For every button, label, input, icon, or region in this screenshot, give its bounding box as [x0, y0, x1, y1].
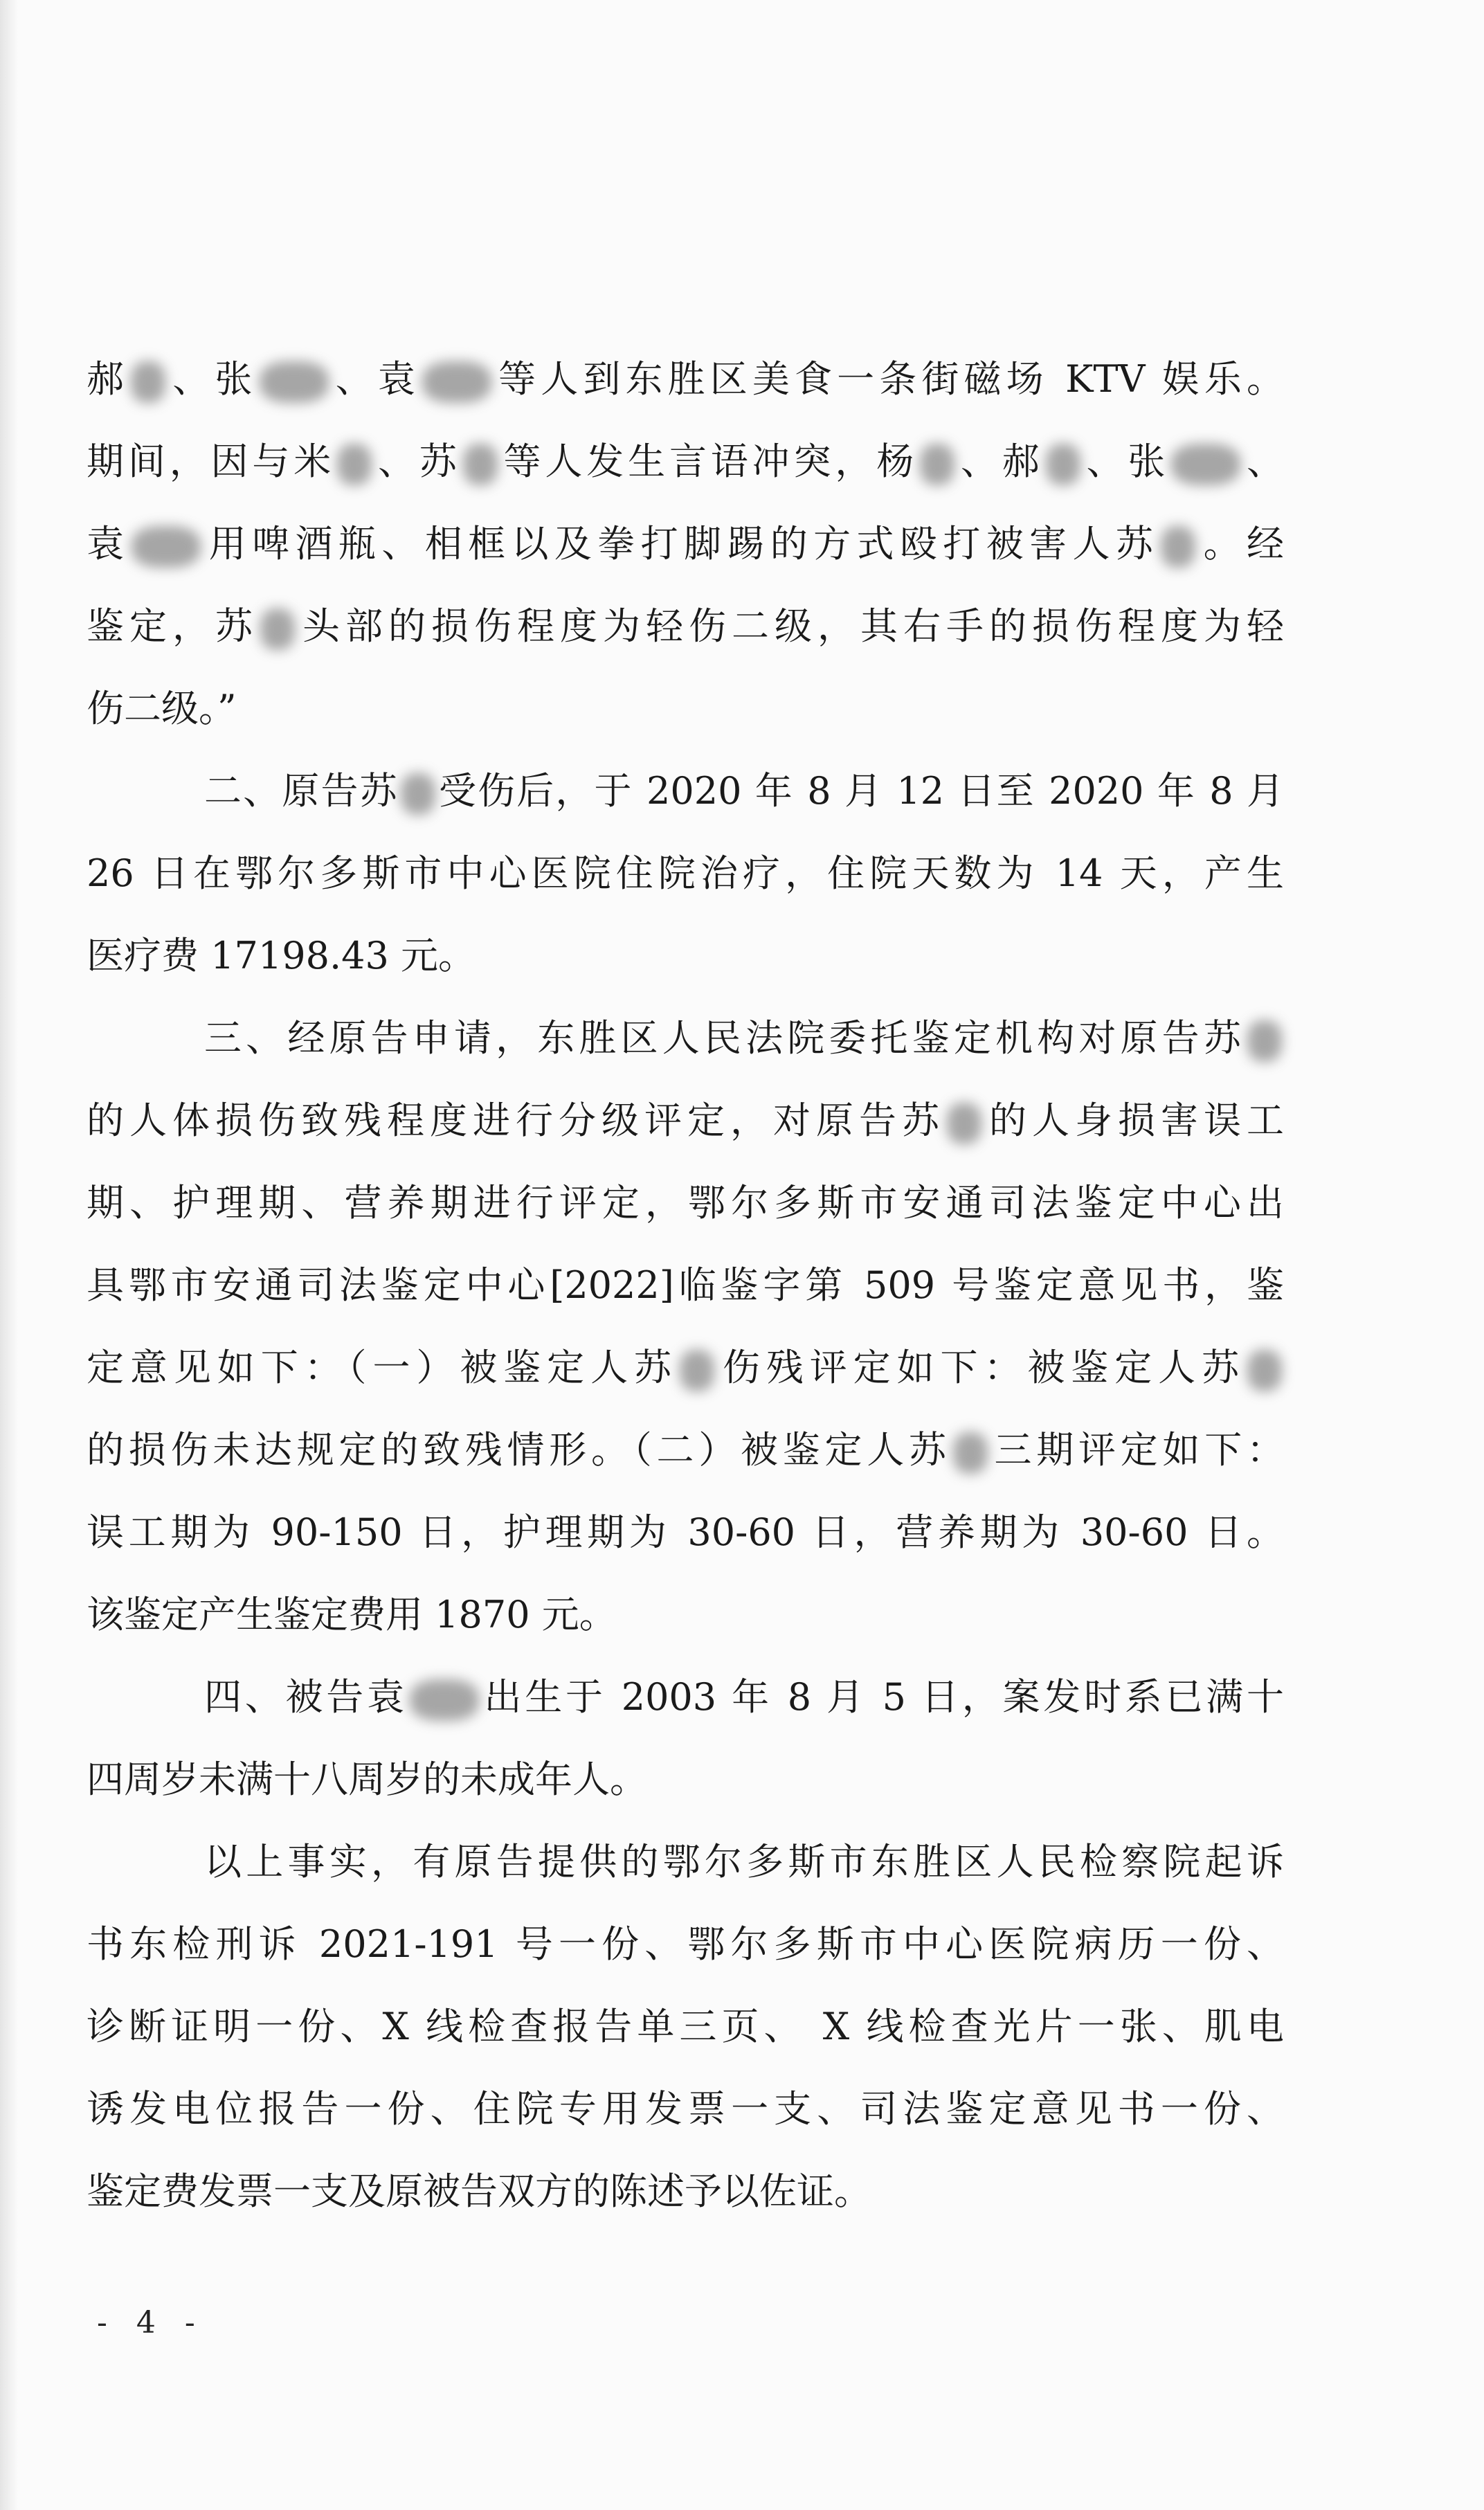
- text-segment: 四周岁未满十八周岁的未成年人。: [87, 1758, 647, 1801]
- redacted-name: [422, 361, 491, 403]
- redacted-name: [1247, 1350, 1282, 1391]
- text-segment: 书东检刑诉 2021-191 号一份、鄂尔多斯市中心医院病历一份、: [87, 1922, 1284, 1966]
- text-line: [87, 667, 1284, 750]
- text-line: [204, 1656, 1284, 1738]
- scan-edge-shadow: [0, 0, 18, 2510]
- redacted-name: [947, 1103, 981, 1144]
- text-segment: 袁: [87, 522, 130, 566]
- text-segment: 期、护理期、营养期进行评定，鄂尔多斯市安通司法鉴定中心出: [87, 1181, 1284, 1225]
- text-segment: 以上事实，有原告提供的鄂尔多斯市东胜区人民检察院起诉: [204, 1840, 1284, 1884]
- redacted-name: [920, 444, 954, 485]
- text-segment: 。经: [1197, 522, 1285, 566]
- text-segment: 、: [1242, 440, 1285, 483]
- redacted-name: [260, 361, 329, 403]
- text-line: [87, 914, 1284, 997]
- redacted-name: [401, 773, 435, 815]
- redacted-name: [680, 1350, 714, 1391]
- text-line: [204, 997, 1284, 1079]
- text-segment: 该鉴定产生鉴定费用 1870 元。: [87, 1593, 617, 1636]
- text-line: [87, 1738, 1284, 1821]
- text-line: [87, 2150, 1284, 2232]
- text-line: [87, 420, 1284, 503]
- redacted-name: [410, 1679, 479, 1721]
- text-segment: 伤二级。”: [87, 687, 237, 730]
- page-number: - 4 -: [97, 2305, 205, 2340]
- text-segment: 26 日在鄂尔多斯市中心医院住院治疗，住院天数为 14 天，产生: [87, 851, 1284, 895]
- redacted-name: [132, 526, 201, 568]
- text-line: [87, 1244, 1284, 1326]
- text-line: [87, 1326, 1284, 1409]
- text-segment: 的人体损伤致残程度进行分级评定，对原告苏: [87, 1099, 945, 1142]
- redacted-name: [131, 361, 165, 403]
- text-segment: 、张: [168, 357, 257, 401]
- redacted-name: [1171, 444, 1240, 485]
- text-segment: 、袁: [330, 357, 420, 401]
- redacted-name: [953, 1432, 988, 1474]
- redacted-name: [1161, 526, 1195, 568]
- redacted-name: [260, 608, 295, 650]
- text-segment: 鉴定费发票一支及原被告双方的陈述予以佐证。: [87, 2169, 871, 2213]
- text-segment: 四、被告袁: [204, 1675, 408, 1719]
- text-segment: 头部的损伤程度为轻伤二级，其右手的损伤程度为轻: [297, 604, 1284, 648]
- text-line: [87, 1162, 1284, 1244]
- text-segment: 三期评定如下：: [989, 1428, 1284, 1472]
- text-segment: 等人到东胜区美食一条街磁场 KTV 娱乐。: [493, 357, 1285, 401]
- text-line: [87, 1079, 1284, 1162]
- text-segment: 诊断证明一份、X 线检查报告单三页、 X 线检查光片一张、肌电: [87, 2005, 1284, 2048]
- redacted-name: [1247, 1020, 1282, 1062]
- text-segment: 、张: [1082, 440, 1170, 483]
- text-segment: 、郝: [957, 440, 1044, 483]
- text-segment: 鉴定，苏: [87, 604, 258, 648]
- text-line: [87, 832, 1284, 914]
- text-line: [87, 1491, 1284, 1573]
- text-segment: 、苏: [374, 440, 461, 483]
- text-line: [87, 1409, 1284, 1491]
- text-segment: 医疗费 17198.43 元。: [87, 934, 476, 977]
- text-segment: 用啤酒瓶、相框以及拳打脚踢的方式殴打被害人苏: [203, 522, 1159, 566]
- text-line: [204, 750, 1284, 832]
- text-segment: 出生于 2003 年 8 月 5 日，案发时系已满十: [480, 1675, 1284, 1719]
- text-segment: 误工期为 90-150 日，护理期为 30-60 日，营养期为 30-60 日。: [87, 1510, 1284, 1554]
- text-segment: 等人发生言语冲突，杨: [499, 440, 919, 483]
- text-line: [87, 585, 1284, 667]
- text-segment: 二、原告苏: [204, 769, 399, 813]
- text-line: [87, 1985, 1284, 2068]
- text-line: [87, 503, 1284, 585]
- text-line: [204, 1821, 1284, 1903]
- text-segment: 期间，因与米: [87, 440, 336, 483]
- text-line: [87, 1573, 1284, 1656]
- text-segment: 的人身损害误工: [984, 1099, 1284, 1142]
- text-segment: 的损伤未达规定的致残情形。（二）被鉴定人苏: [87, 1428, 951, 1472]
- text-segment: 受伤后，于 2020 年 8 月 12 日至 2020 年 8 月: [437, 769, 1284, 813]
- redacted-name: [463, 444, 498, 485]
- text-segment: 郝: [87, 357, 129, 401]
- text-segment: 定意见如下：（一）被鉴定人苏: [87, 1346, 678, 1389]
- text-line: [87, 338, 1284, 420]
- text-segment: 诱发电位报告一份、住院专用发票一支、司法鉴定意见书一份、: [87, 2087, 1284, 2131]
- redacted-name: [1046, 444, 1080, 485]
- text-segment: 伤残评定如下：被鉴定人苏: [716, 1346, 1246, 1389]
- text-line: [87, 2068, 1284, 2150]
- text-segment: 具鄂市安通司法鉴定中心[2022]临鉴字第 509 号鉴定意见书，鉴: [87, 1263, 1284, 1307]
- text-segment: 三、经原告申请，东胜区人民法院委托鉴定机构对原告苏: [204, 1016, 1245, 1060]
- text-line: [87, 1903, 1284, 1985]
- redacted-name: [337, 444, 372, 485]
